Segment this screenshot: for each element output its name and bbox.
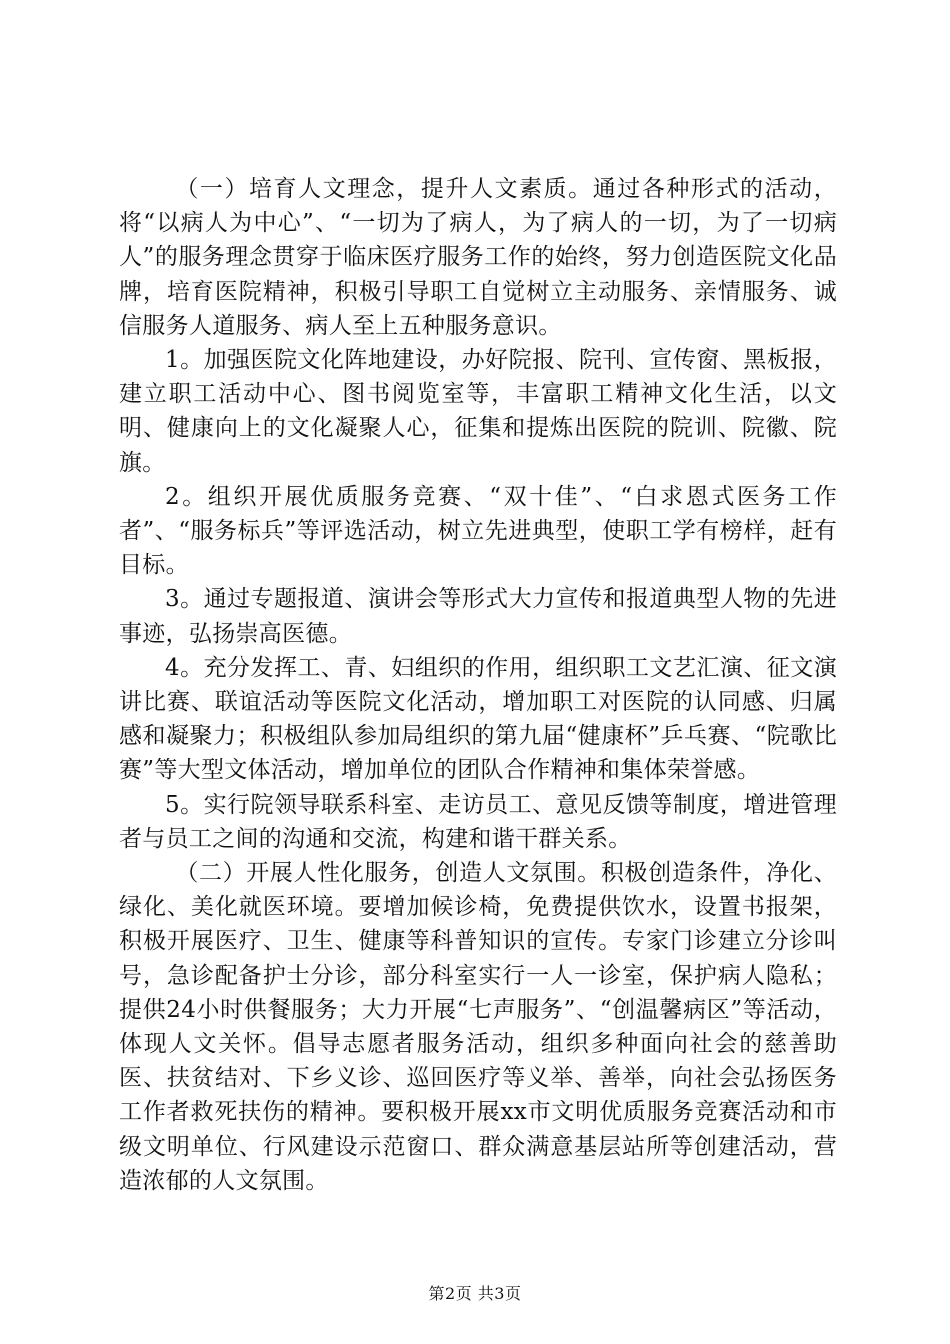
item-5-paragraph: 5。实行院领导联系科室、走访员工、意见反馈等制度，增进管理者与员工之间的沟通和交流，构建和谐干群关系。 (119, 791, 837, 852)
item-3-paragraph: 3。通过专题报道、演讲会等形式大力宣传和报道典型人物的先进事迹，弘扬崇高医德。 (119, 586, 837, 647)
item-4-paragraph: 4。充分发挥工、青、妇组织的作用，组织职工文艺汇演、征文演讲比赛、联谊活动等医院文化活动，增加职工对医院的认同感、归属感和凝聚力；积极组队参加局组织的第九届“健康杯”乒乓赛、“院歌比赛”等大型文体活动，增加单位的团队合作精神和集体荣誉感。 (119, 654, 837, 784)
item-2-paragraph: 2。组织开展优质服务竞赛、“双十佳”、“白求恩式医务工作者”、“服务标兵”等评选活动，树立先进典型，使职工学有榜样，赶有目标。 (119, 483, 837, 579)
document-body (119, 172, 837, 1198)
page-number-footer: 第2页 共3页 (428, 1284, 522, 1303)
section-one-paragraph: （一）培育人文理念，提升人文素质。通过各种形式的活动，将“以病人为中心”、“一切为了病人，为了病人的一切，为了一切病人”的服务理念贯穿于临床医疗服务工作的始终，努力创造医院文化品牌，培育医院精神，积极引导职工自觉树立主动服务、亲情服务、诚信服务人道服务、病人至上五种服务意识。 (119, 176, 837, 339)
section-two-paragraph: （二）开展人性化服务，创造人文氛围。积极创造条件，净化、绿化、美化就医环境。要增加候诊椅，免费提供饮水，设置书报架，积极开展医疗、卫生、健康等科普知识的宣传。专家门诊建立分诊叫号，急诊配备护士分诊，部分科室实行一人一诊室，保护病人隐私；提供24小时供餐服务；大力开展“七声服务”、“创温馨病区”等活动，体现人文关怀。倡导志愿者服务活动，组织多种面向社会的慈善助医、扶贫结对、下乡义诊、巡回医疗等义举、善举，向社会弘扬医务工作者救死扶伤的精神。要积极开展xx市文明优质服务竞赛活动和市级文明单位、行风建设示范窗口、群众满意基层站所等创建活动，营造浓郁的人文氛围。 (119, 860, 837, 1194)
item-1-paragraph: 1。加强医院文化阵地建设，办好院报、院刊、宣传窗、黑板报，建立职工活动中心、图书阅览室等，丰富职工精神文化生活，以文明、健康向上的文化凝聚人心，征集和提炼出医院的院训、院徽、院旗。 (119, 347, 837, 476)
